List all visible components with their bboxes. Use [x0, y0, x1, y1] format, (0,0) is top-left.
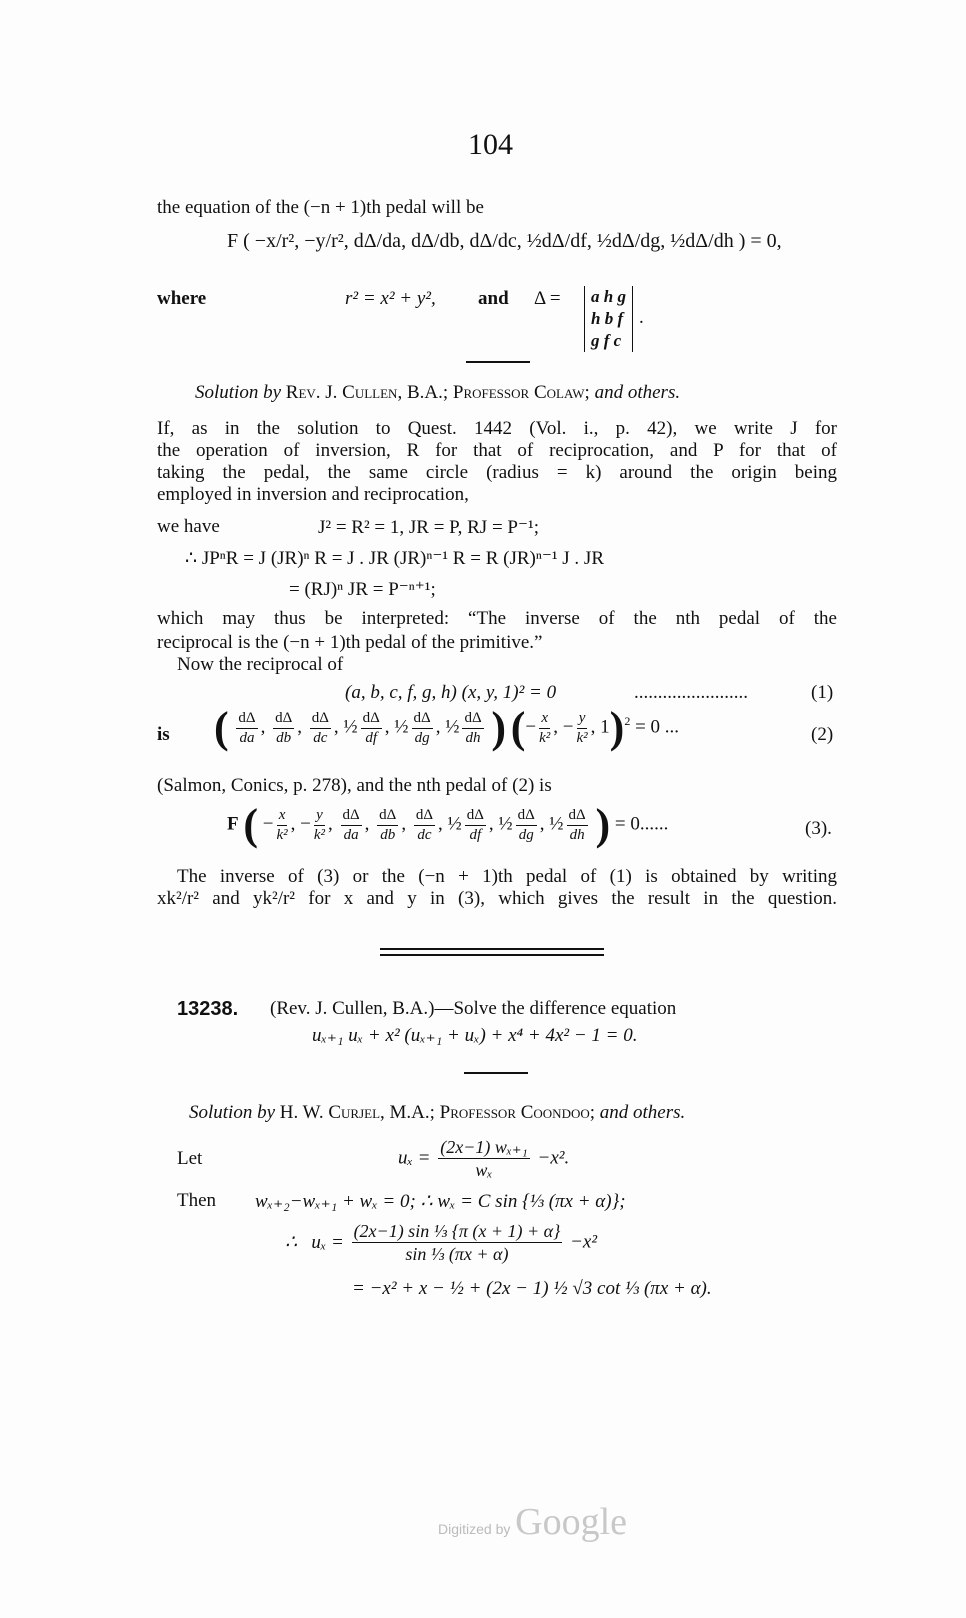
page-number: 104: [468, 128, 513, 161]
salmon-line: (Salmon, Conics, p. 278), and the nth pedal of (2) is: [157, 775, 552, 796]
solution2-heading: Solution by H. W. Curjel, M.A.; Professor Coondoo; and others.: [189, 1102, 686, 1123]
delta-label: Δ =: [534, 288, 561, 309]
interpret-line1: which may thus be interpreted: “The inverse of the nth pedal of the: [157, 608, 837, 629]
we-have-label: we have: [157, 516, 220, 537]
where-equation: r² = x² + y²,: [345, 288, 436, 309]
short-divider-2: [464, 1072, 528, 1074]
let-label: Let: [177, 1148, 203, 1169]
we-have-equation: J² = R² = 1, JR = P, RJ = P⁻¹;: [318, 517, 539, 538]
interpret-line2: reciprocal is the (−n + 1)th pedal of the primitive.”: [157, 632, 543, 653]
solution1-para1-line3: taking the pedal, the same circle (radius = k) around the origin being: [157, 462, 837, 483]
then-label: Then: [177, 1190, 217, 1211]
then-equation: wₓ₊₂−wₓ₊₁ + wₓ = 0; ∴ wₓ = C sin {⅓ (πx + α)};: [255, 1191, 626, 1212]
intro-line: the equation of the (−n + 1)th pedal will be: [157, 197, 484, 218]
det-row: a h g: [591, 287, 626, 306]
therefore-line1: ∴ JPⁿR = J (JR)ⁿ R = J . JR (JR)ⁿ⁻¹ R = R (JR)ⁿ⁻¹ J . JR: [185, 548, 605, 569]
det-row: g f c: [591, 331, 622, 350]
det-row: h b f: [591, 309, 624, 328]
question-equation: uₓ₊₁ uₓ + x² (uₓ₊₁ + uₓ) + x⁴ + 4x² − 1 = 0.: [312, 1025, 638, 1046]
final-line1: The inverse of (3) or the (−n + 1)th pedal of (1) is obtained by writing: [177, 866, 837, 887]
google-logo: Google: [515, 1501, 627, 1543]
now-line: Now the reciprocal of: [177, 654, 344, 675]
digitized-by-watermark: Digitized by Google: [438, 1501, 627, 1543]
double-rule-top: [380, 948, 604, 950]
solution1-para1-line4: employed in inversion and reciprocation,: [157, 484, 469, 505]
short-divider: [466, 361, 530, 363]
final-equation: = −x² + x − ½ + (2x − 1) ½ √3 cot ⅓ (πx + α).: [352, 1278, 712, 1299]
f-equation: F ( −x/r², −y/r², dΔ/da, dΔ/db, dΔ/dc, ½dΔ/df, ½dΔ/dg, ½dΔ/dh ) = 0,: [227, 230, 782, 252]
solution1-heading: Solution by Rev. J. Cullen, B.A.; Professor Colaw; and others.: [195, 382, 681, 403]
determinant: a h g h b f g f c .: [584, 286, 644, 352]
equation-3: F ( − $\frac{x}{\text{k²}}$ , − $\frac{y}{\text{k²}}$ , $\frac{d\Delta}{da}$ , $\frac{d\Delta}{db}$ , $\frac{d\Delta}{dc}$ , ½ $\frac{d\Delta}{df}$ , ½ $\frac{d\Delta}{dg}$ , ½ $\frac{d\Delta}{dh}$ ) = 0......: [227, 800, 669, 849]
solution1-para1-line2: the operation of inversion, R for that of reciprocation, and P for that of: [157, 440, 837, 461]
ux-equation: ∴ uₓ = $\frac{\text{(2x−1) sin ⅓ \{π (x + 1) + α\}}}{\text{sin ⅓ (πx + α)}}$ −x²: [285, 1221, 598, 1264]
equation-3-number: (3).: [805, 818, 832, 839]
equation-1-leader: ........................: [634, 682, 748, 703]
let-equation: uₓ = $\frac{\text{(2x−1) wₓ₊₁}}{\text{wₓ}}$ −x².: [398, 1137, 570, 1180]
final-line2: xk²/r² and yk²/r² for x and y in (3), which gives the result in the question.: [157, 888, 837, 909]
and-label: and: [478, 288, 509, 309]
where-label: where: [157, 288, 207, 309]
is-label: is: [157, 724, 170, 745]
question-text: (Rev. J. Cullen, B.A.)—Solve the difference equation: [270, 998, 677, 1019]
equation-2-number: (2): [811, 724, 834, 745]
equation-2: ( $\frac{d\Delta}{da}$ , $\frac{d\Delta}{db}$ , $\frac{d\Delta}{dc}$ , ½ $\frac{d\Delta}{df}$ , ½ $\frac{d\Delta}{dg}$ , ½ $\frac{d\Delta}{dh}$ ) (− $\frac{x}{\text{k²}}$ , − $\frac{y}{\text{k²}}$ , 1)$^2$ = 0 ...: [214, 703, 680, 752]
therefore-line2: = (RJ)ⁿ JR = P⁻ⁿ⁺¹;: [289, 579, 436, 600]
double-rule-bottom: [380, 954, 604, 956]
question-number: 13238.: [177, 998, 239, 1020]
equation-1-number: (1): [811, 682, 834, 703]
equation-1: (a, b, c, f, g, h) (x, y, 1)² = 0: [345, 682, 557, 703]
solution1-para1-line1: If, as in the solution to Quest. 1442 (Vol. i., p. 42), we write J for: [157, 418, 837, 439]
